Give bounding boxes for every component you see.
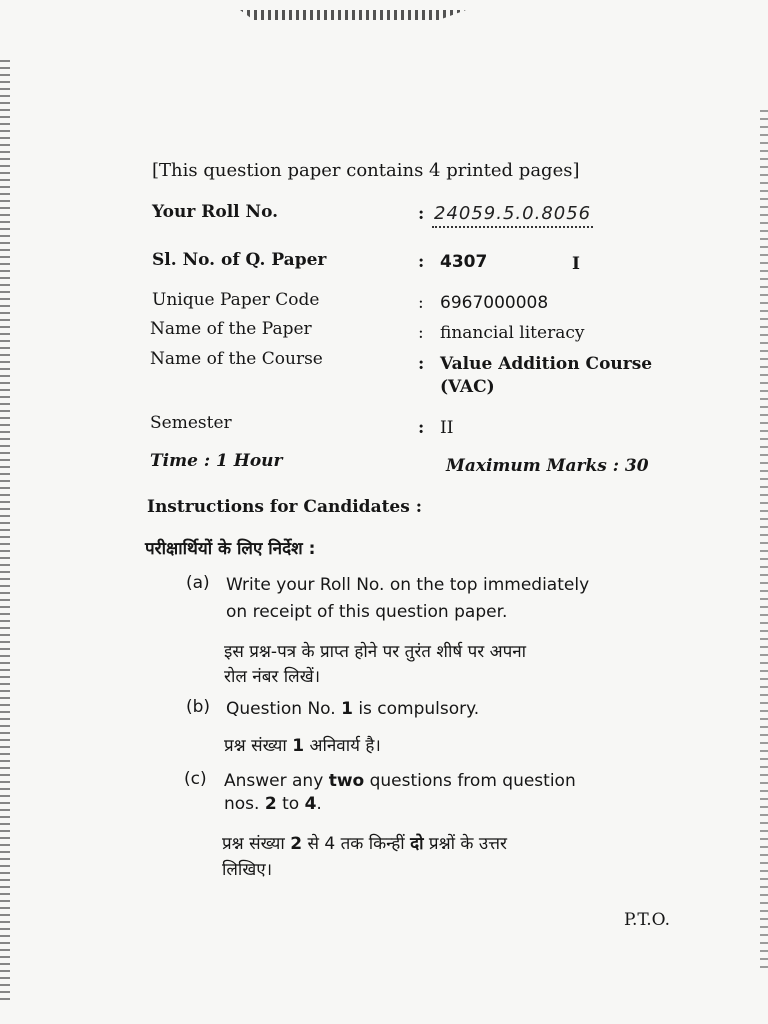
- item-c-hindi-line2: लिखिए।: [222, 860, 273, 880]
- item-c-marker: (c): [184, 769, 207, 789]
- slno-suffix: I: [572, 254, 580, 274]
- pto-footer: P.T.O.: [624, 910, 670, 930]
- item-b-marker: (b): [186, 697, 211, 717]
- course-name-value-line2: (VAC): [440, 377, 495, 397]
- instructions-heading-hindi: परीक्षार्थियों के लिए निर्देश :: [145, 539, 316, 559]
- item-a-hindi-line2: रोल नंबर लिखें।: [224, 667, 321, 687]
- item-b-line: Question No. 1 is compulsory.: [226, 699, 480, 719]
- item-c-line2: nos. 2 to 4.: [224, 794, 322, 814]
- semester-label: Semester: [150, 413, 232, 433]
- paper-code-colon: :: [418, 293, 424, 313]
- item-a-line2: on receipt of this question paper.: [226, 602, 508, 622]
- semester-colon: :: [418, 418, 425, 438]
- item-a-marker: (a): [186, 573, 210, 593]
- paper-code-value: 6967000008: [440, 293, 549, 313]
- slno-value: 4307: [440, 252, 488, 272]
- paper-name-label: Name of the Paper: [150, 319, 312, 339]
- course-name-value-line1: Value Addition Course: [440, 354, 653, 374]
- roll-no-colon: :: [418, 204, 425, 224]
- page-left-edge: [0, 60, 10, 1000]
- page-count-header: [This question paper contains 4 printed pages]: [152, 160, 580, 181]
- semester-value: II: [440, 418, 454, 438]
- time-allowed: Time : 1 Hour: [150, 451, 283, 471]
- item-a-line1: Write your Roll No. on the top immediately: [226, 575, 590, 595]
- page-right-edge: [760, 110, 768, 970]
- item-c-line1: Answer any two questions from question: [224, 771, 576, 791]
- item-c-hindi-line1: प्रश्न संख्या 2 से 4 तक किन्हीं दो प्रश्नों के उत्तर: [222, 834, 507, 854]
- roll-no-handwritten: 24059.5.0.8056: [432, 203, 593, 228]
- roll-no-label: Your Roll No.: [152, 202, 279, 222]
- maximum-marks: Maximum Marks : 30: [446, 456, 649, 476]
- paper-code-label: Unique Paper Code: [152, 290, 320, 310]
- course-name-label: Name of the Course: [150, 349, 323, 369]
- course-name-colon: :: [418, 354, 425, 374]
- item-b-hindi-line: प्रश्न संख्या 1 अनिवार्य है।: [224, 736, 381, 756]
- item-a-hindi-line1: इस प्रश्न-पत्र के प्राप्त होने पर तुरंत शीर्ष पर अपना: [224, 642, 527, 662]
- paper-name-colon: :: [418, 323, 424, 343]
- instructions-heading: Instructions for Candidates :: [147, 497, 423, 517]
- paper-name-value: financial literacy: [440, 323, 585, 343]
- slno-label: Sl. No. of Q. Paper: [152, 250, 327, 270]
- slno-colon: :: [418, 252, 425, 272]
- staple-mark: [240, 10, 466, 20]
